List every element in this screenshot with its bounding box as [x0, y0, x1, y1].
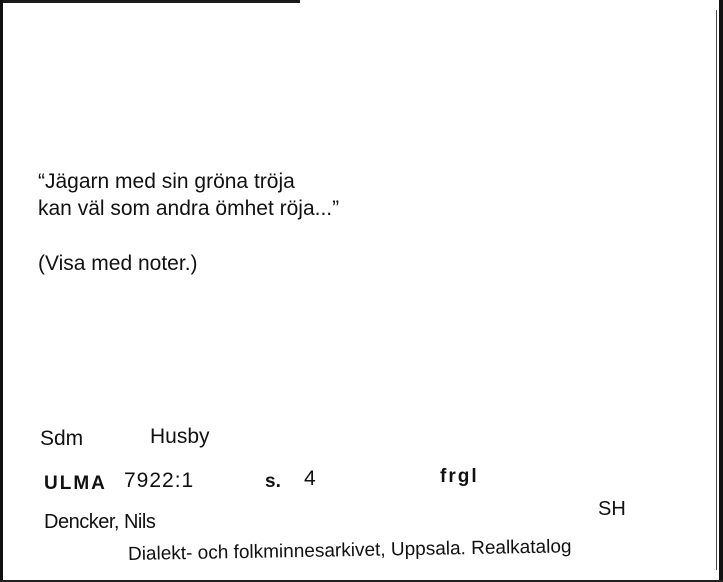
page-label: s. [265, 471, 281, 492]
card-edge-top-gap [300, 0, 723, 3]
card-edge-right [719, 0, 723, 582]
quote-line-2: kan väl som andra ömhet röja...” [38, 197, 340, 220]
card-edge-right-inner [716, 10, 717, 570]
category-label: frgl [440, 466, 479, 487]
initials-label: SH [598, 498, 626, 520]
archive-code: ULMA [44, 473, 107, 494]
province-label: Sdm [40, 427, 84, 450]
note-text: (Visa med noter.) [38, 252, 198, 275]
page-number: 4 [304, 467, 316, 490]
card-edge-left [0, 0, 3, 582]
parish-label: Husby [150, 425, 210, 448]
collector-name: Dencker, Nils [44, 511, 156, 533]
archive-footer: Dialekt- och folkminnesarkivet, Uppsala. Realkatalog [127, 536, 572, 565]
quote-line-1: “Jägarn med sin gröna tröja [38, 170, 295, 193]
archive-number: 7922:1 [124, 469, 195, 492]
